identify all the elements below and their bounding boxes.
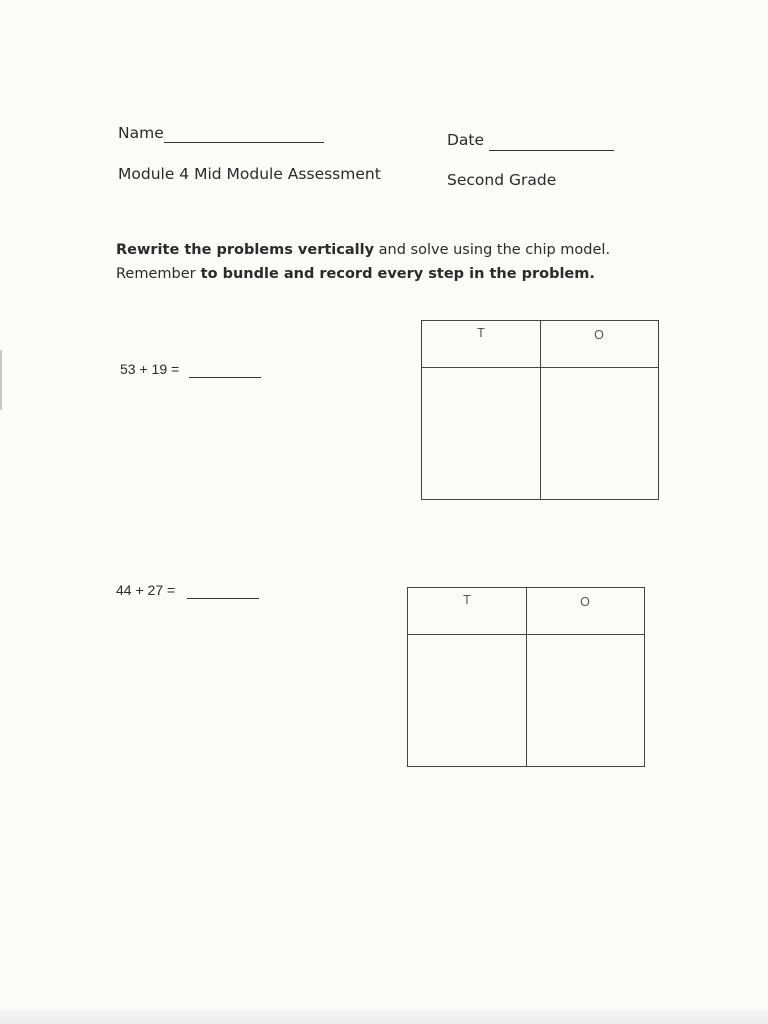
scan-bottom-edge: [0, 1010, 768, 1024]
instruction-bundle: to bundle and record every step in the problem.: [195, 266, 595, 282]
ones-column-header: O: [580, 595, 590, 609]
problem-2-place-value-table[interactable]: [407, 587, 645, 767]
problem-2-answer-line[interactable]: [187, 598, 259, 599]
table-header-line: [422, 367, 658, 368]
tens-column-header: T: [463, 593, 471, 607]
name-blank-line[interactable]: [164, 142, 324, 143]
problem-2-expression: 44 + 27 =: [116, 582, 176, 598]
tens-column-header: T: [477, 326, 485, 340]
ones-column-header: O: [594, 328, 604, 342]
instruction-rest: and solve using the chip model.: [374, 242, 611, 258]
grade-label: Second Grade: [447, 171, 557, 189]
instruction-line-1: [116, 242, 610, 258]
name-label: Name: [118, 124, 164, 142]
date-label: Date: [447, 131, 485, 149]
scan-edge-mark: [0, 350, 2, 410]
table-divider: [540, 321, 541, 499]
problem-1-expression: 53 + 19 =: [120, 361, 180, 377]
instruction-remember: Remember: [116, 266, 196, 282]
table-header-line: [408, 634, 644, 635]
problem-1-answer-line[interactable]: [189, 377, 261, 378]
instruction-line-2: [116, 266, 595, 282]
table-divider: [526, 588, 527, 766]
instruction-bold: Rewrite the problems vertically: [116, 242, 375, 258]
date-blank-line[interactable]: [489, 150, 614, 151]
problem-1-place-value-table[interactable]: [421, 320, 659, 500]
module-title: Module 4 Mid Module Assessment: [118, 165, 381, 183]
